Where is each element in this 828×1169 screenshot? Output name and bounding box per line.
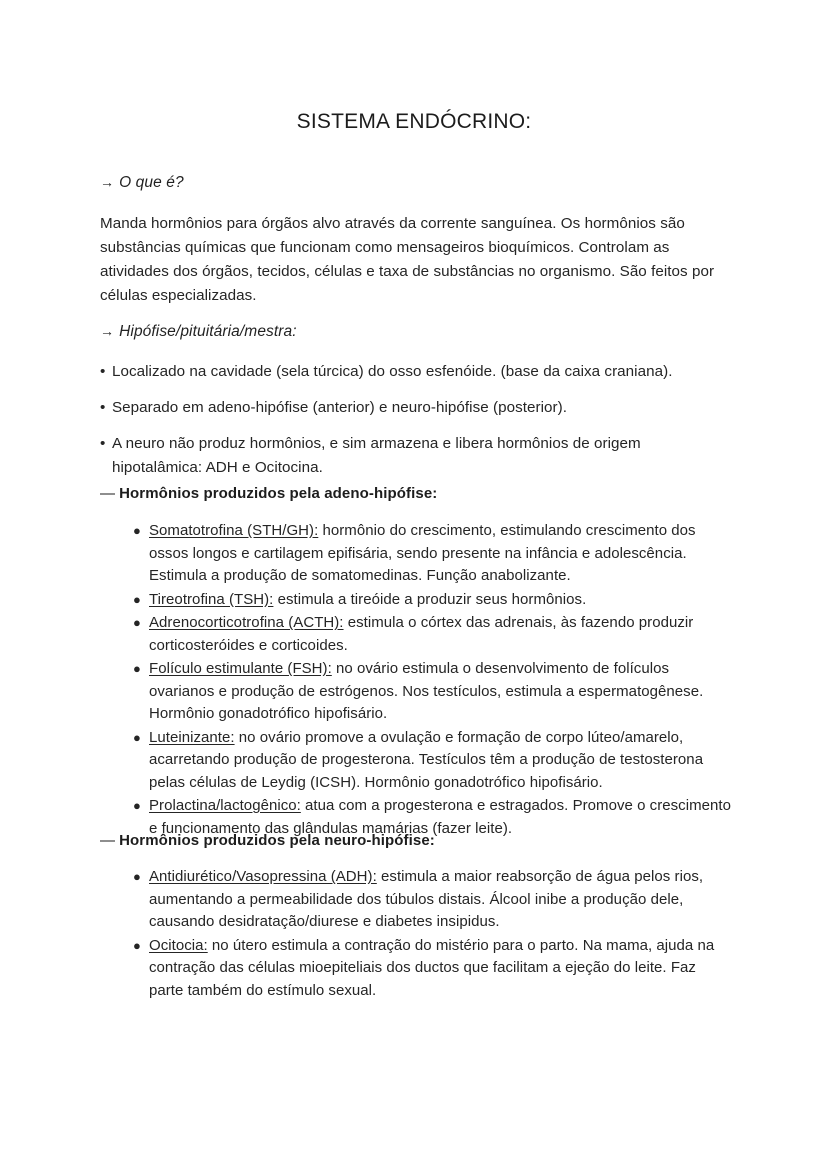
hormone-list-adeno <box>100 520 734 840</box>
group-heading-adeno <box>100 483 734 506</box>
dot-bullet-icon: • <box>100 399 106 416</box>
group-heading-text: Hormônios produzidos pela adeno-hipófise: <box>119 485 438 502</box>
section-heading-hipofise <box>100 321 734 343</box>
hormone-term: Prolactina/lactogênico: <box>149 797 301 814</box>
dot-item-text-wrap <box>100 396 734 420</box>
section-heading-text: O que é? <box>119 174 184 191</box>
hormone-term: Somatotrofina (STH/GH): <box>149 522 319 539</box>
intro-paragraph: Manda hormônios para órgãos alvo através da corrente sanguínea. Os hormônios são substâncias químicas que funcionam como mensageiros bioquímicos. Controlam as atividades dos órgãos, tecidos, células e taxa de substâncias no organismo. São feitos por células especializadas. <box>100 215 715 305</box>
arrow-icon: → <box>100 174 115 190</box>
hormone-description: estimula a tireóide a produzir seus hormônios. <box>273 590 587 608</box>
dot-bullet-icon: • <box>100 363 106 380</box>
bullet-icon: ● <box>133 798 141 813</box>
section-heading-o-que-e <box>100 172 734 194</box>
hormone-list-neuro <box>100 866 734 1002</box>
hormone-term: Tireotrofina (TSH): <box>149 590 274 608</box>
bullet-icon: ● <box>133 729 141 745</box>
arrow-icon: → <box>100 323 115 339</box>
hormone-list-neuro-wrap <box>100 866 734 1003</box>
page-title: SISTEMA ENDÓCRINO: <box>296 110 532 134</box>
list-item <box>100 589 734 612</box>
dot-item-text: Separado em adeno-hipófise (anterior) e neuro-hipófise (posterior). <box>112 399 567 416</box>
dot-item-1 <box>100 360 734 384</box>
hormone-term: Folículo estimulante (FSH): <box>149 660 332 677</box>
dot-item-text-wrap <box>100 432 734 480</box>
group-heading-adeno-text-wrap <box>100 483 734 506</box>
list-item <box>100 935 734 1003</box>
bullet-icon: ● <box>133 937 141 953</box>
group-heading-neuro <box>100 830 734 853</box>
hormone-term: Adrenocorticotrofina (ACTH): <box>149 614 344 631</box>
list-item <box>100 658 734 726</box>
em-dash-icon: — <box>100 485 116 502</box>
group-heading-neuro-text-wrap <box>100 830 734 853</box>
list-item <box>100 866 734 934</box>
intro-paragraph-block <box>100 212 734 308</box>
hormone-term: Ocitocia: <box>149 936 208 954</box>
list-item <box>100 727 734 795</box>
dot-item-3 <box>100 432 734 480</box>
list-item <box>100 612 734 657</box>
bullet-icon: ● <box>133 869 141 884</box>
bullet-icon: ● <box>133 615 141 630</box>
hormone-description: hormônio do crescimento, estimulando crescimento dos ossos longos e cartilagem epifisária, sendo presente na infância e adolescência. Estimula a produção de somatomedinas. Função anabolizante. <box>149 522 696 584</box>
hormone-term: Antidiurético/Vasopressina (ADH): <box>149 868 377 885</box>
hormone-description: no ovário promove a ovulação e formação de corpo lúteo/amarelo, acarretando produção de progesterona. Testículos têm a produção de testosterona pelas células de Leydig (ICSH). Hormônio gonadotrófico hipofisário. <box>149 728 704 791</box>
hormone-description: no ovário estimula o desenvolvimento de folículos ovarianos e produção de estrógenos. Nos testículos, estimula a espermatogênese. Hormônio gonadotrófico hipofisário. <box>149 660 704 722</box>
hormone-list-adeno-wrap <box>100 520 734 841</box>
dot-item-text: A neuro não produz hormônios, e sim armazena e libera hormônios de origem hipotalâmica: ADH e Ocitocina. <box>112 435 641 477</box>
section-hipofise <box>100 321 734 343</box>
hormone-term: Luteinizante: <box>149 728 235 746</box>
list-item <box>100 520 734 588</box>
hormone-description: estimula o córtex das adrenais, às fazendo produzir corticosteróides e corticoides. <box>149 614 694 654</box>
hormone-description: estimula a maior reabsorção de água pelos rios, aumentando a permeabilidade dos túbulos distais. Álcool inibe a produção dele, causando desidratação/diurese e diabetes insipidus. <box>149 868 704 930</box>
em-dash-icon: — <box>100 832 116 849</box>
dot-item-text: Localizado na cavidade (sela túrcica) do osso esfenóide. (base da caixa craniana). <box>112 363 673 380</box>
hormone-description: atua com a progesterona e estragados. Promove o crescimento e funcionamento das glândulas mamárias (fazer leite). <box>149 797 731 837</box>
group-heading-text: Hormônios produzidos pela neuro-hipófise: <box>119 832 435 849</box>
bullet-icon: ● <box>133 661 141 676</box>
dot-item-2 <box>100 396 734 420</box>
section-heading-text: Hipófise/pituitária/mestra: <box>119 323 297 340</box>
section-o-que-e <box>100 172 734 194</box>
dot-item-text-wrap <box>100 360 734 384</box>
dot-bullet-icon: • <box>100 435 106 452</box>
bullet-icon: ● <box>133 523 141 538</box>
bullet-icon: ● <box>133 591 141 607</box>
hormone-description: no útero estimula a contração do mistério para o parto. Na mama, ajuda na contração das células mioepiteliais dos ductos que facilitam a ejeção do leite. Faz parte também do estímulo sexual. <box>149 936 715 999</box>
